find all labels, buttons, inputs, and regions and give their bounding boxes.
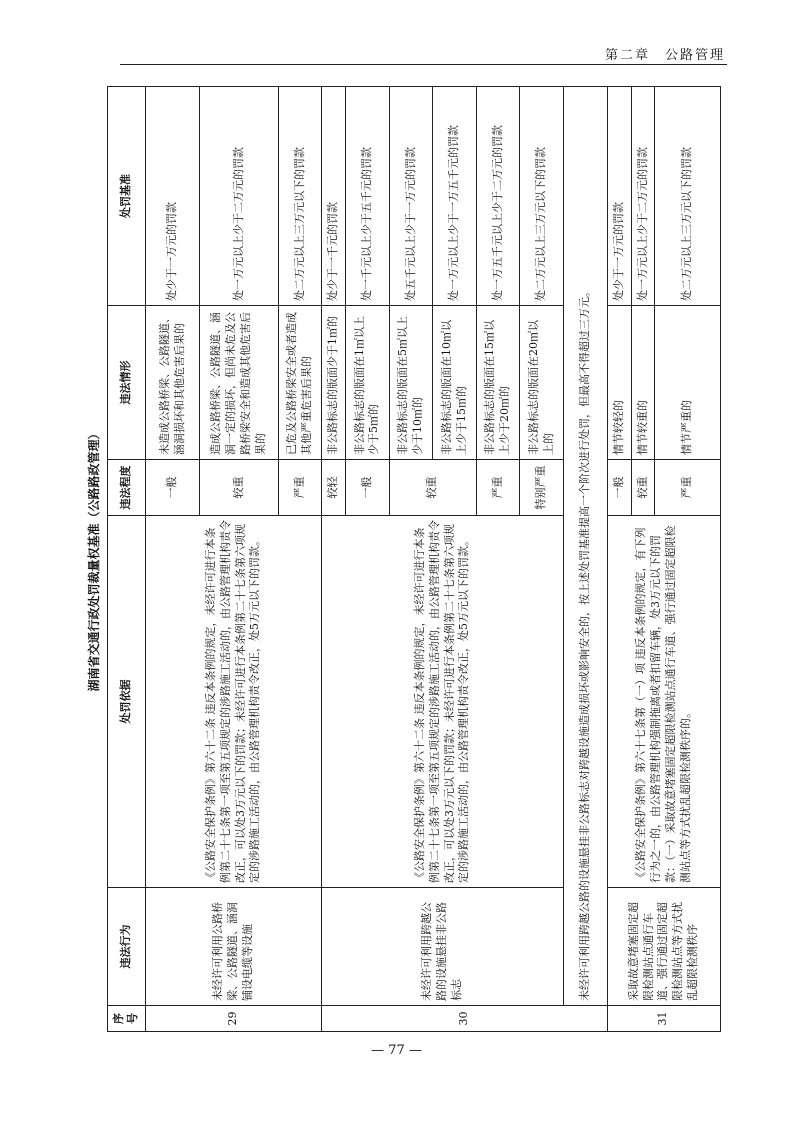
degree: 较重 (200, 460, 278, 516)
degree: 一般 (607, 460, 631, 516)
situation: 非公路标志的版面在10㎡以上少于15㎡的 (433, 306, 477, 460)
header-row (108, 87, 146, 1032)
penalty: 处一千元以上少于五千元的罚款 (346, 87, 390, 306)
col-act: 违法行为 (108, 888, 146, 1006)
col-basis: 处罚依据 (108, 516, 146, 888)
table-row (607, 87, 631, 1032)
table-row (145, 87, 199, 1032)
degree: 特别严重 (520, 460, 564, 516)
row-number: 29 (145, 1006, 321, 1032)
col-degree: 违法程度 (108, 460, 146, 516)
page-header (0, 0, 793, 70)
penalty: 处一万元以上少于一万五千元的罚款 (433, 87, 477, 306)
penalty-table (107, 86, 721, 1032)
situation: 非公路标志的版面在20㎡以上的 (520, 306, 564, 460)
note-text: 未经许可利用跨越公路的设施悬挂非公路标志对跨越设施造成损坏或影响安全的，按上述处罚基准提高一个阶次进行处罚，但最高不得超过三万元。 (564, 87, 608, 1006)
rotated-table-area (85, 87, 721, 1032)
page-number: — 77 — (371, 1043, 422, 1058)
degree: 较重 (631, 460, 655, 516)
col-no: 序号 (108, 1006, 146, 1032)
situation: 情节严重的 (655, 306, 721, 460)
col-penalty: 处罚基准 (108, 87, 146, 306)
table-row-note (564, 87, 608, 1032)
situation: 情节较重的 (631, 306, 655, 460)
penalty: 处二万元以上三万元以下的罚款 (278, 87, 322, 306)
situation: 情节较轻的 (607, 306, 631, 460)
row-number: 31 (607, 1006, 720, 1032)
penalty: 处少于一千元的罚款 (322, 87, 346, 306)
penalty: 处一万元以上少于二万元的罚款 (631, 87, 655, 306)
penalty-basis: 《公路安全保护条例》第六十二条 违反本条例的规定，未经许可进行本条例第二十七条第一项至第五项规定的涉路施工活动的，由公路管理机构责令改正，可以处3万元以下的罚款；未经许可进行本条例第二十七条第六项规定的涉路施工活动的，由公路管理机构责令改正，处5万元以下的罚款。 (145, 516, 321, 888)
degree: 较轻 (322, 460, 346, 516)
degree: 严重 (655, 460, 721, 516)
degree: 一般 (145, 460, 199, 516)
situation: 非公路标志的版面少于1㎡的 (322, 306, 346, 460)
situation: 非公路标志的版面在5㎡以上少于10㎡的 (389, 306, 433, 460)
chapter-title: 第二章 公路管理 (604, 48, 725, 63)
violation-act: 未经许可利用跨越公路的设施悬挂非公路标志 (322, 888, 564, 1006)
header-rule (120, 64, 727, 65)
penalty: 处五千元以上少于一万元的罚款 (389, 87, 433, 306)
degree: 一般 (346, 460, 390, 516)
situation: 未造成公路桥梁、公路隧道、涵洞损坏和其他危害后果的 (145, 306, 199, 460)
table-caption: 湖南省交通行政处罚裁量权基准（公路路政管理） (87, 427, 101, 692)
degree: 严重 (278, 460, 322, 516)
penalty: 处二万元以上三万元以下的罚款 (655, 87, 721, 306)
penalty-basis: 《公路安全保护条例》第六十二条 违反本条例的规定，未经许可进行本条例第二十七条第一项至第五项规定的涉路施工活动的，由公路管理机构责令改正，可以处3万元以下的罚款；未经许可进行本条例第二十七条第六项规定的涉路施工活动的，由公路管理机构责令改正，处5万元以下的罚款。 (322, 516, 564, 888)
situation: 非公路标志的版面在15㎡以上少于20㎡的 (476, 306, 520, 460)
penalty: 处一万五千元以上少于二万元的罚款 (476, 87, 520, 306)
penalty: 处少于一万元的罚款 (607, 87, 631, 306)
violation-act: 未经许可利用公路桥梁、公路隧道、涵洞铺设电缆等设施 (145, 888, 321, 1006)
row-number: 30 (322, 1006, 607, 1032)
degree: 严重 (476, 460, 520, 516)
table-wrapper (85, 87, 721, 1032)
situation: 造成公路桥梁、公路隧道、涵洞一定的损坏，但尚未危及公路桥梁安全和造成其他危害后果的 (200, 306, 278, 460)
table-row (322, 87, 346, 1032)
penalty: 处二万元以上三万元以下的罚款 (520, 87, 564, 306)
penalty-basis: 《公路安全保护条例》第六十七条第（一）项 违反本条例的规定，有下列行为之一的，由公路管理机构强制拖离或者扣留车辆，处3万元以下的罚款：（一）采取故意堵塞固定超限检测站点通行车道、强行通过固定超限检测站点等方式扰乱超限检测秩序的。 (607, 516, 720, 888)
situation: 已危及公路桥梁安全或者造成其他严重危害后果的 (278, 306, 322, 460)
violation-act: 采取故意堵塞固定超限检测站点通行车道、强行通过固定超限检测站点等方式扰乱超限检测秩序 (607, 888, 720, 1006)
col-situation: 违法情形 (108, 306, 146, 460)
penalty: 处少于一万元的罚款 (145, 87, 199, 306)
situation: 非公路标志的版面在1㎡以上少于5㎡的 (346, 306, 390, 460)
degree: 较重 (389, 460, 476, 516)
penalty: 处一万元以上少于二万元的罚款 (200, 87, 278, 306)
